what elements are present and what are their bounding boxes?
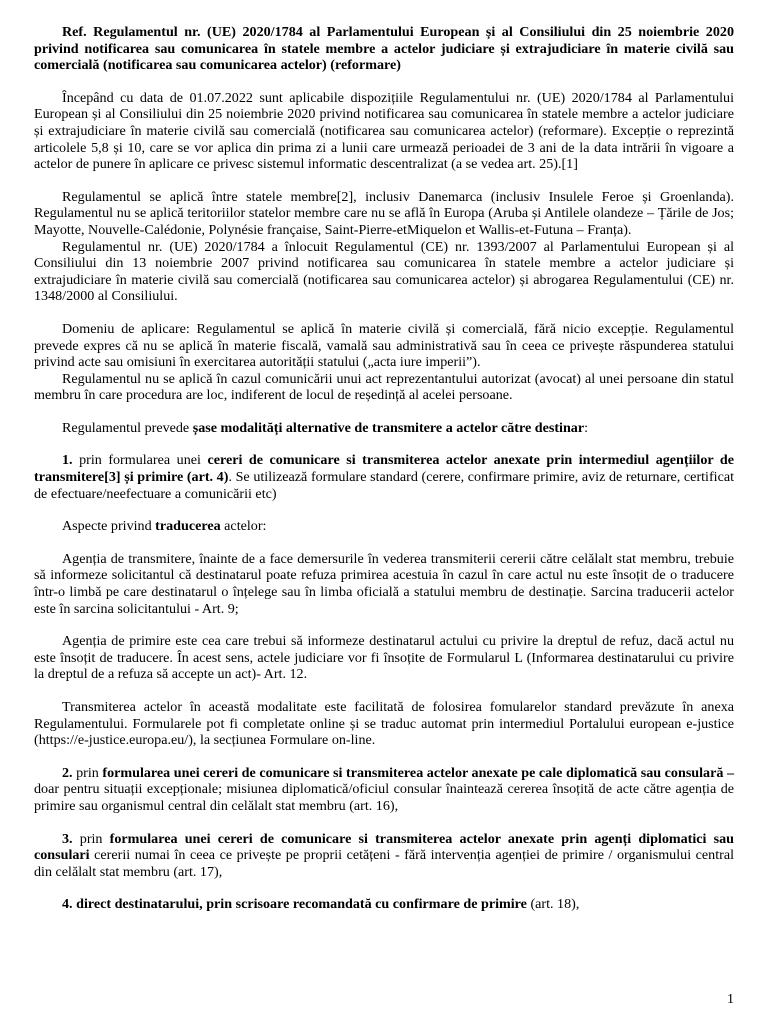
paragraph-member-states: Regulamentul se aplică între statele membre[2], inclusiv Danemarca (inclusiv Insulele Feroe și Groenlanda). Regulamentul nu se aplică teritoriilor statelor membre care nu se află în Europa (Aruba și Antilele olandeze – Țările de Jos; Mayotte, Nouvelle-Calédonie, Polynésie française, Saint-Pierre-etMiquelon et Wallis-et-Futuna – Franța). xyxy=(34,188,734,238)
list-number: 2. xyxy=(62,764,73,781)
list-number: 3. xyxy=(62,830,73,847)
text-run: . Se utilizează formulare standard (cerere, confirmare primire, aviz de returnare, certificat de efectuare/neefectuare a comunicării etc) xyxy=(34,469,734,502)
page-number: 1 xyxy=(727,992,734,1007)
bold-run: șase modalități alternative de transmitere a actelor către destinar xyxy=(192,419,585,436)
bold-run: formularea unei cereri de comunicare si transmiterea actelor anexate pe cale diplomatică sau consulară – xyxy=(102,764,735,781)
bold-run: direct destinatarului, prin scrisoare recomandată cu confirmare de primire xyxy=(72,896,527,913)
text-run: prin formularea unei xyxy=(72,452,208,469)
text-run: doar pentru situații excepționale; misiunea diplomatică/oficiul consular înaintează cererea însoțită de acte către agenția de primire sau organismul central din celălalt stat membru (art. 16), xyxy=(34,781,734,814)
text-run: : xyxy=(584,419,589,436)
paragraph-six-methods xyxy=(34,420,734,437)
paragraph-receiving-agency: Agenția de primire este cea care trebui să informeze destinatarul actului cu privire la dreptul de refuz, dacă actul nu este însoțit de traducere. În acest sens, actele judiciare vor fi însoțite de Formularul L (Informarea destinatarului cu privire la dreptul de a refuza să accepte un act)- Art. 12. xyxy=(34,633,734,683)
list-number: 4. xyxy=(62,896,73,913)
document-page xyxy=(34,24,734,913)
paragraph-method-4 xyxy=(34,896,734,913)
text-run: actelor: xyxy=(220,518,267,535)
document-title: Ref. Regulamentul nr. (UE) 2020/1784 al Parlamentului European și al Consiliului din 25 noiembrie 2020 privind notificarea sau comunicarea în statele membre a actelor judiciare și extrajudiciare în materie civilă sau comercială (notificarea sau comunicarea actelor) (reformare) xyxy=(34,24,734,74)
text-run: Aspecte privind xyxy=(62,518,156,535)
bold-run: cereri de comunicare si transmiterea actelor anexate prin intermediul agențiilor de transmitere[3] și primire (art. 4) xyxy=(34,452,734,486)
text-run: prin xyxy=(72,830,110,847)
paragraph-replaced-regulation: Regulamentul nr. (UE) 2020/1784 a înlocuit Regulamentul (CE) nr. 1393/2007 al Parlamentului European și al Consiliului din 13 noiembrie 2007 privind notificarea sau comunicarea în statele membre a actelor judiciare și extrajudiciare în materie civilă sau comercială (notificarea sau comunicarea actelor) și abrogarea Regulamentului (CE) nr. 1348/2000 al Consiliului. xyxy=(34,238,734,305)
text-run: Regulamentul prevede xyxy=(62,419,193,436)
paragraph-method-1 xyxy=(34,452,734,502)
text-run: (art. 18), xyxy=(526,896,580,913)
paragraph-method-3 xyxy=(34,831,734,881)
bold-run: formularea unei cereri de comunicare si transmiterea actelor anexate prin agenți diplomatici sau consulari xyxy=(34,830,735,864)
paragraph-applicability: Începând cu data de 01.07.2022 sunt aplicabile dispozițiile Regulamentului nr. (UE) 2020/1784 al Parlamentului European și al Consiliului din 25 noiembrie 2020 privind notificarea sau comunicarea în statele membre a actelor judiciare și extrajudiciare în materie civilă sau comercială (notificarea sau comunicarea actelor) (reformare). Excepție o reprezintă articolele 5,8 și 10, care se vor aplica din prima zi a lunii care urmează perioadei de 3 ani de la data intrării în vigoare a actelor de punere în aplicare ce privesc sistemul informatic descentralizat (a se vedea art. 25).[1] xyxy=(34,89,734,173)
text-run: prin xyxy=(72,764,103,781)
paragraph-transmitting-agency: Agenția de transmitere, înainte de a face demersurile în vederea transmiterii cererii către celălalt stat membru, trebuie să informeze solicitantul că destinatarul poate refuza primirea acestuia în cazul în care actul nu este însoțit de o traducere într-o limbă pe care destinatarul o înțelege sau în limba oficială a statului membru de destinație. Sarcina traducerii actelor este în sarcina solicitantului - Art. 9; xyxy=(34,550,734,617)
paragraph-scope: Domeniu de aplicare: Regulamentul se aplică în materie civilă și comercială, fără nicio excepție. Regulamentul prevede expres că nu se aplică în materie fiscală, vamală sau administrativă sau în ceea ce privește răspunderea statului privind acte sau omisiuni în exercitarea autorității statului („acta iure imperii”). xyxy=(34,320,734,371)
list-number: 1. xyxy=(62,452,73,469)
paragraph-standard-forms: Transmiterea actelor în această modalitate este facilitată de folosirea fomularelor standard prevăzute în anexa Regulamentului. Formularele pot fi completate online și se traduc automat prin intermediul Portalului european e-justice (https://e-justice.europa.eu/), la secțiunea Formulare on-line. xyxy=(34,699,734,749)
paragraph-method-2 xyxy=(34,765,734,815)
text-run: cererii numai în ceea ce privește pe proprii cetățeni - fără intervenția agenției de primire / organismului central din celălalt stat membru (art. 17), xyxy=(34,847,734,880)
paragraph-translation-heading xyxy=(34,518,734,535)
bold-run: traducerea xyxy=(155,518,221,535)
paragraph-representative: Regulamentul nu se aplică în cazul comunicării unui act reprezentantului autorizat (avocat) al unei persoane din statul membru în care procedura are loc, indiferent de locul de reședință al acelei persoane. xyxy=(34,370,734,404)
